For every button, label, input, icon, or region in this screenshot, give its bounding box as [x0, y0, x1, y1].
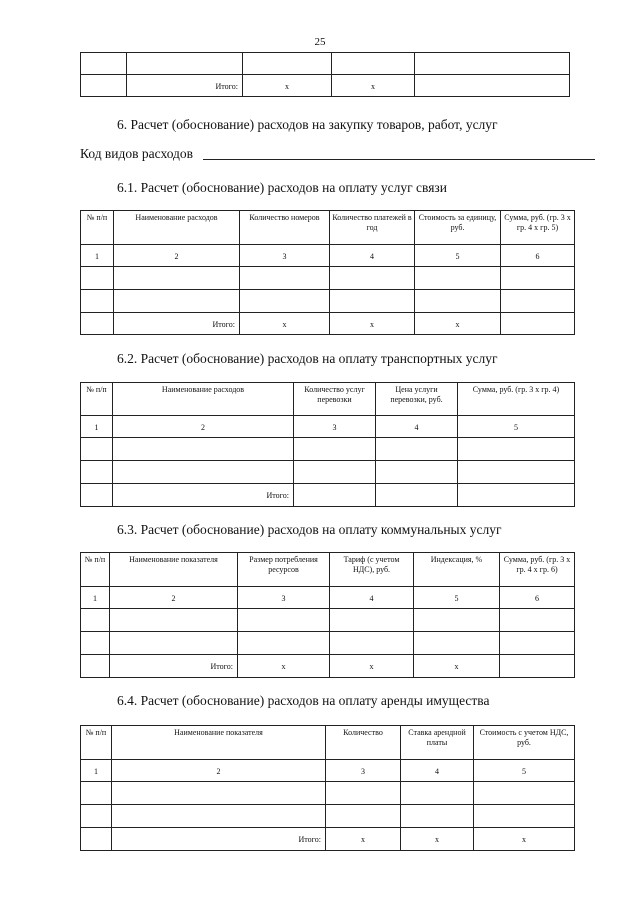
transport-services-table [80, 382, 575, 507]
column-number: 6 [500, 587, 575, 609]
total-label: Итого: [113, 484, 294, 507]
table-row [81, 805, 575, 828]
total-x: x [332, 75, 415, 97]
column-header: Стоимость за единицу, руб. [415, 211, 501, 245]
total-x: x [326, 828, 401, 851]
table-header-row [81, 726, 575, 760]
total-x: x [330, 655, 414, 678]
column-header: № п/п [81, 211, 114, 245]
column-number: 3 [294, 416, 376, 438]
table-row [81, 609, 575, 632]
column-number: 4 [330, 587, 414, 609]
column-number: 5 [415, 245, 501, 267]
column-header: Наименование расходов [113, 383, 294, 416]
table-row-column-numbers [81, 760, 575, 782]
table-row-column-numbers [81, 587, 575, 609]
column-number: 1 [81, 416, 113, 438]
section-6-4-title: 6.4. Расчет (обоснование) расходов на оплату аренды имущества [117, 693, 490, 708]
table-header-row [81, 383, 575, 416]
table-row-column-numbers [81, 245, 575, 267]
table-header-row [81, 211, 575, 245]
column-number: 3 [240, 245, 330, 267]
total-label: Итого: [110, 655, 238, 678]
section-6-2-title: 6.2. Расчет (обоснование) расходов на оплату транспортных услуг [117, 351, 498, 366]
total-label: Итого: [114, 313, 240, 335]
column-header: № п/п [81, 383, 113, 416]
column-header: Наименование расходов [114, 211, 240, 245]
table-row-total [81, 484, 575, 507]
column-number: 2 [110, 587, 238, 609]
column-header: № п/п [81, 553, 110, 587]
table-row [81, 267, 575, 290]
column-number: 6 [501, 245, 575, 267]
column-number: 4 [401, 760, 474, 782]
column-number: 3 [326, 760, 401, 782]
total-label: Итого: [112, 828, 326, 851]
section-6-title: 6. Расчет (обоснование) расходов на закупку товаров, работ, услуг [117, 117, 498, 132]
column-header: Стоимость с учетом НДС, руб. [474, 726, 575, 760]
table-header-row [81, 553, 575, 587]
column-header: Сумма, руб. (гр. 3 х гр. 4 х гр. 6) [500, 553, 575, 587]
table-row-total [81, 75, 570, 97]
column-number: 1 [81, 760, 112, 782]
table-row-total [81, 655, 575, 678]
total-x: x [414, 655, 500, 678]
section-6-3-title: 6.3. Расчет (обоснование) расходов на оплату коммунальных услуг [117, 522, 502, 537]
total-x: x [240, 313, 330, 335]
column-header: Сумма, руб. (гр. 3 х гр. 4) [458, 383, 575, 416]
table-row [81, 782, 575, 805]
section-6-1-title: 6.1. Расчет (обоснование) расходов на оплату услуг связи [117, 180, 447, 195]
column-number: 1 [81, 587, 110, 609]
table-row-total [81, 313, 575, 335]
column-header: Количество услуг перевозки [294, 383, 376, 416]
column-number: 2 [113, 416, 294, 438]
column-header: Ставка арендной платы [401, 726, 474, 760]
total-label: Итого: [127, 75, 243, 97]
column-number: 2 [112, 760, 326, 782]
column-number: 4 [330, 245, 415, 267]
column-number: 5 [474, 760, 575, 782]
column-number: 2 [114, 245, 240, 267]
column-header: № п/п [81, 726, 112, 760]
column-header: Количество номеров [240, 211, 330, 245]
column-number: 1 [81, 245, 114, 267]
expense-code-field[interactable] [203, 159, 595, 160]
column-header: Тариф (с учетом НДС), руб. [330, 553, 414, 587]
column-header: Наименование показателя [110, 553, 238, 587]
total-x: x [474, 828, 575, 851]
property-rent-table [80, 725, 575, 851]
column-header: Цена услуги перевозки, руб. [376, 383, 458, 416]
column-header: Количество [326, 726, 401, 760]
top-table [80, 52, 570, 97]
column-number: 5 [458, 416, 575, 438]
table-row [81, 290, 575, 313]
table-row [81, 632, 575, 655]
column-number: 3 [238, 587, 330, 609]
total-x: x [415, 313, 501, 335]
total-x: x [243, 75, 332, 97]
total-x: x [330, 313, 415, 335]
column-number: 4 [376, 416, 458, 438]
table-row-column-numbers [81, 416, 575, 438]
table-row-total [81, 828, 575, 851]
column-header: Сумма, руб. (гр. 3 х гр. 4 х гр. 5) [501, 211, 575, 245]
column-header: Наименование показателя [112, 726, 326, 760]
table-row [81, 438, 575, 461]
communication-services-table [80, 210, 575, 335]
total-x: x [238, 655, 330, 678]
column-header: Размер потребления ресурсов [238, 553, 330, 587]
column-header: Индексация, % [414, 553, 500, 587]
page-number: 25 [314, 36, 326, 48]
utilities-table [80, 552, 575, 678]
expense-code-label: Код видов расходов [80, 146, 194, 161]
table-row [81, 461, 575, 484]
column-header: Количество платежей в год [330, 211, 415, 245]
column-number: 5 [414, 587, 500, 609]
total-x: x [401, 828, 474, 851]
